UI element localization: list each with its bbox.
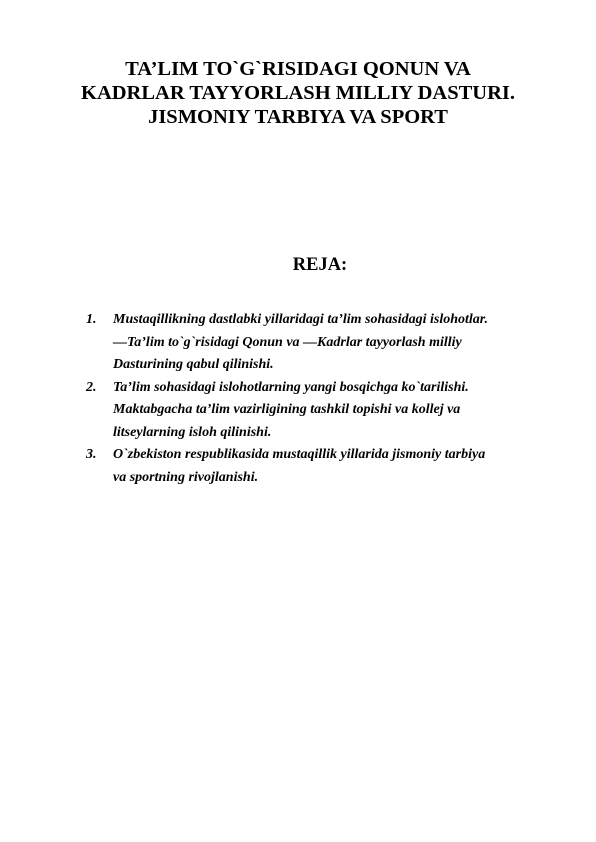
plan-item-text xyxy=(113,377,566,445)
plan-item-text xyxy=(113,309,566,377)
plan-item-line: va sportning rivojlanishi. xyxy=(113,469,259,485)
plan-list xyxy=(86,309,566,489)
plan-item xyxy=(86,377,566,445)
plan-item-line: Dasturining qabul qilinishi. xyxy=(113,357,274,372)
plan-item-line: Maktabgacha ta’lim vazirligining tashkil topishi va kollej va xyxy=(113,402,461,417)
plan-item xyxy=(86,309,566,377)
title-line: JISMONIY TARBIYA VA SPORT xyxy=(148,106,448,128)
plan-item-number: 2. xyxy=(86,379,97,395)
title-line: TA’LIM TO`G`RISIDAGI QONUN VA xyxy=(125,58,471,80)
plan-item-line: Ta’lim sohasidagi islohotlarning yangi bosqichga ko`tarilishi. xyxy=(113,379,469,395)
plan-item-line: O`zbekiston respublikasida mustaqillik yillarida jismoniy tarbiya xyxy=(113,447,486,462)
plan-item-number: 3. xyxy=(86,447,97,462)
document-title xyxy=(40,57,556,129)
plan-item-line: ―Ta’lim to`g`risidagi Qonun va ―Kadrlar tayyorlash milliy xyxy=(113,334,462,350)
plan-item-text xyxy=(113,444,566,489)
title-line: KADRLAR TAYYORLASH MILLIY DASTURI. xyxy=(81,82,515,104)
plan-item-line: Mustaqillikning dastlabki yillaridagi ta’lim sohasidagi islohotlar. xyxy=(113,312,488,327)
plan-item-line: litseylarning isloh qilinishi. xyxy=(113,424,272,440)
plan-item-number: 1. xyxy=(86,312,97,327)
plan-item xyxy=(86,444,566,489)
plan-heading: REJA: xyxy=(292,255,348,275)
